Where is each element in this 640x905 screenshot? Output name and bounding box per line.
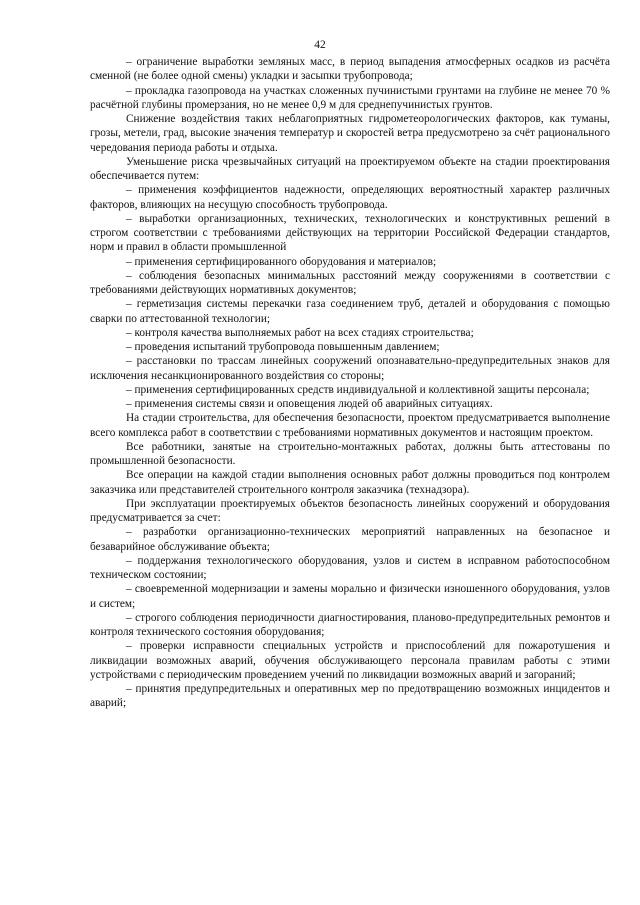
paragraph: – применения системы связи и оповещения людей об аварийных ситуациях.	[126, 398, 493, 410]
paragraph: – применения коэффициентов надежности, определяющих вероятностный характер различных факторов, влияющих на несущую способность трубопровода.	[90, 184, 610, 211]
paragraph: На стадии строительства, для обеспечения безопасности, проектом предусматривается выполнение всего комплекса работ в соответствии с требованиями нормативных документов и настоящим проектом.	[90, 412, 610, 439]
paragraph: Все работники, занятые на строительно-монтажных работах, должны быть аттестованы по промышленной безопасности.	[90, 440, 610, 467]
paragraph: – выработки организационных, технических, технологических и конструктивных решений в строгом соответствии с требованиями действующих на территории Российской Федерации стандартов, норм и правил в области промышленной	[90, 212, 610, 254]
paragraph: – прокладка газопровода на участках сложенных пучинистыми грунтами на глубине не менее 70 % расчётной глубины промерзания, но не менее 0,9 м для среднепучинистых грунтов.	[90, 84, 610, 111]
paragraph: – применения сертифицированных средств индивидуальной и коллективной защиты персонала;	[126, 383, 590, 396]
paragraph: Уменьшение риска чрезвычайных ситуаций на проектируемом объекте на стадии проектирования обеспечивается путем:	[90, 155, 610, 182]
paragraph: – строгого соблюдения периодичности диагностирования, планово-предупредительных ремонтов и контроля технического состояния оборудования;	[90, 611, 610, 638]
paragraph: – применения сертифицированного оборудования и материалов;	[126, 255, 437, 268]
paragraph: При эксплуатации проектируемых объектов безопасность линейных сооружений и оборудования предусматривается за счет:	[90, 497, 610, 524]
paragraph: – проведения испытаний трубопровода повышенным давлением;	[126, 341, 440, 353]
page-number: 42	[314, 39, 326, 51]
paragraph: – ограничение выработки земляных масс, в период выпадения атмосферных осадков из расчёта сменной (не более одной смены) укладки и засыпки трубопровода;	[90, 56, 610, 83]
paragraph: Все операции на каждой стадии выполнения основных работ должны проводиться под контролем заказчика или представителей строительного контроля заказчика (технадзора).	[90, 469, 610, 496]
paragraph: – соблюдения безопасных минимальных расстояний между сооружениями в соответствии с требованиями действующих нормативных документов;	[90, 269, 610, 296]
paragraph: – разработки организационно-технических мероприятий направленных на безопасное и безаварийное обслуживание объекта;	[90, 526, 610, 553]
paragraph: – принятия предупредительных и оперативных мер по предотвращению возможных инцидентов и аварий;	[90, 683, 610, 710]
paragraph: – проверки исправности специальных устройств и приспособлений для пожаротушения и ликвидации возможных аварий, обучения обслуживающего персонала правилам работы с этими устройствами с периодическим проведением учений по ликвидации возможных аварий и загораний;	[90, 640, 610, 681]
paragraph: – контроля качества выполняемых работ на всех стадиях строительства;	[126, 326, 474, 339]
paragraph: – герметизация системы перекачки газа соединением труб, деталей и оборудования с помощью сварки по аттестованной технологии;	[90, 298, 610, 325]
document-body	[90, 55, 610, 711]
paragraph: Снижение воздействия таких неблагоприятных гидрометеорологических факторов, как туманы, грозы, метели, град, высокие значения температур и скоростей ветра предусмотрено за счёт рационального чередования периода работы и отдыха.	[90, 113, 610, 154]
paragraph: – расстановки по трассам линейных сооружений опознавательно-предупредительных знаков для исключения несанкционированного воздействия со стороны;	[90, 355, 610, 382]
paragraph: – своевременной модернизации и замены морально и физически изношенного оборудования, узлов и систем;	[90, 583, 610, 610]
paragraph: – поддержания технологического оборудования, узлов и систем в исправном работоспособном техническом состоянии;	[90, 554, 610, 581]
